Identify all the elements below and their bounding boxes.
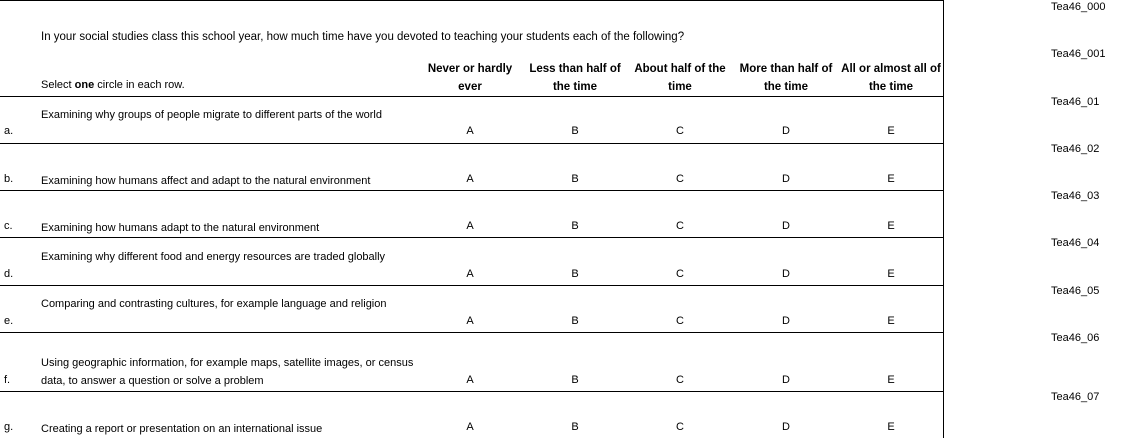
option-c[interactable]: C bbox=[676, 315, 684, 327]
question-text: In your social studies class this school year, how much time have you devoted to teaching your students each of the following? bbox=[41, 31, 685, 43]
divider bbox=[0, 285, 944, 286]
option-b[interactable]: B bbox=[571, 268, 579, 280]
option-b[interactable]: B bbox=[571, 374, 579, 386]
divider bbox=[0, 96, 944, 97]
option-c[interactable]: C bbox=[676, 374, 684, 386]
column-header-all-or-almost-all: All or almost all of the time bbox=[841, 63, 941, 93]
column-header-more-than-half: More than half of the time bbox=[739, 63, 833, 93]
option-d[interactable]: D bbox=[782, 268, 790, 280]
column-header-about-half: About half of the time bbox=[634, 63, 726, 93]
option-c[interactable]: C bbox=[676, 268, 684, 280]
option-a[interactable]: A bbox=[466, 173, 474, 185]
option-d[interactable]: D bbox=[782, 374, 790, 386]
option-a[interactable]: A bbox=[466, 374, 474, 386]
option-d[interactable]: D bbox=[782, 173, 790, 185]
instruction-bold: one bbox=[74, 79, 95, 91]
variable-code: Tea46_000 bbox=[1051, 1, 1106, 13]
option-a[interactable]: A bbox=[466, 421, 474, 433]
variable-code: Tea46_03 bbox=[1051, 190, 1100, 202]
instruction-post: circle in each row. bbox=[94, 79, 185, 91]
variable-code: Tea46_05 bbox=[1051, 285, 1100, 297]
option-a[interactable]: A bbox=[466, 268, 474, 280]
option-d[interactable]: D bbox=[782, 125, 790, 137]
option-a[interactable]: A bbox=[466, 125, 474, 137]
row-letter: c. bbox=[4, 220, 13, 232]
option-c[interactable]: C bbox=[676, 220, 684, 232]
option-e[interactable]: E bbox=[887, 315, 895, 327]
row-letter: d. bbox=[4, 268, 14, 280]
variable-code: Tea46_001 bbox=[1051, 48, 1106, 60]
option-d[interactable]: D bbox=[782, 315, 790, 327]
option-b[interactable]: B bbox=[571, 173, 579, 185]
column-header-less-than-half: Less than half of the time bbox=[529, 63, 621, 93]
option-e[interactable]: E bbox=[887, 421, 895, 433]
option-b[interactable]: B bbox=[571, 315, 579, 327]
option-d[interactable]: D bbox=[782, 220, 790, 232]
row-letter: a. bbox=[4, 125, 14, 137]
row-text: Creating a report or presentation on an international issue bbox=[41, 423, 323, 435]
row-letter: f. bbox=[4, 374, 11, 386]
variable-code: Tea46_02 bbox=[1051, 143, 1100, 155]
option-b[interactable]: B bbox=[571, 220, 579, 232]
option-d[interactable]: D bbox=[782, 421, 790, 433]
row-text: Comparing and contrasting cultures, for example language and religion bbox=[41, 298, 387, 310]
instruction-pre: Select bbox=[41, 79, 75, 91]
divider bbox=[0, 190, 944, 191]
row-letter: g. bbox=[4, 421, 14, 433]
row-text: Examining why groups of people migrate to different parts of the world bbox=[41, 109, 382, 121]
option-c[interactable]: C bbox=[676, 421, 684, 433]
option-e[interactable]: E bbox=[887, 125, 895, 137]
option-c[interactable]: C bbox=[676, 173, 684, 185]
variable-code: Tea46_07 bbox=[1051, 391, 1100, 403]
column-header-never: Never or hardly ever bbox=[427, 63, 513, 93]
option-e[interactable]: E bbox=[887, 268, 895, 280]
option-b[interactable]: B bbox=[571, 125, 579, 137]
option-a[interactable]: A bbox=[466, 315, 474, 327]
option-e[interactable]: E bbox=[887, 173, 895, 185]
divider bbox=[0, 391, 944, 392]
option-e[interactable]: E bbox=[887, 220, 895, 232]
row-text: Using geographic information, for example maps, satellite images, or census data, to answer a question or solve a problem bbox=[41, 357, 414, 387]
option-e[interactable]: E bbox=[887, 374, 895, 386]
variable-code: Tea46_04 bbox=[1051, 237, 1100, 249]
row-text: Examining how humans affect and adapt to the natural environment bbox=[41, 175, 371, 187]
variable-code: Tea46_06 bbox=[1051, 332, 1100, 344]
option-a[interactable]: A bbox=[466, 220, 474, 232]
instruction-text bbox=[41, 79, 185, 91]
row-text: Examining how humans adapt to the natural environment bbox=[41, 222, 320, 234]
divider bbox=[0, 143, 944, 144]
row-letter: e. bbox=[4, 315, 14, 327]
row-letter: b. bbox=[4, 173, 14, 185]
option-c[interactable]: C bbox=[676, 125, 684, 137]
divider bbox=[0, 332, 944, 333]
row-text: Examining why different food and energy resources are traded globally bbox=[41, 251, 386, 263]
option-b[interactable]: B bbox=[571, 421, 579, 433]
divider bbox=[0, 237, 944, 238]
variable-code: Tea46_01 bbox=[1051, 96, 1100, 108]
